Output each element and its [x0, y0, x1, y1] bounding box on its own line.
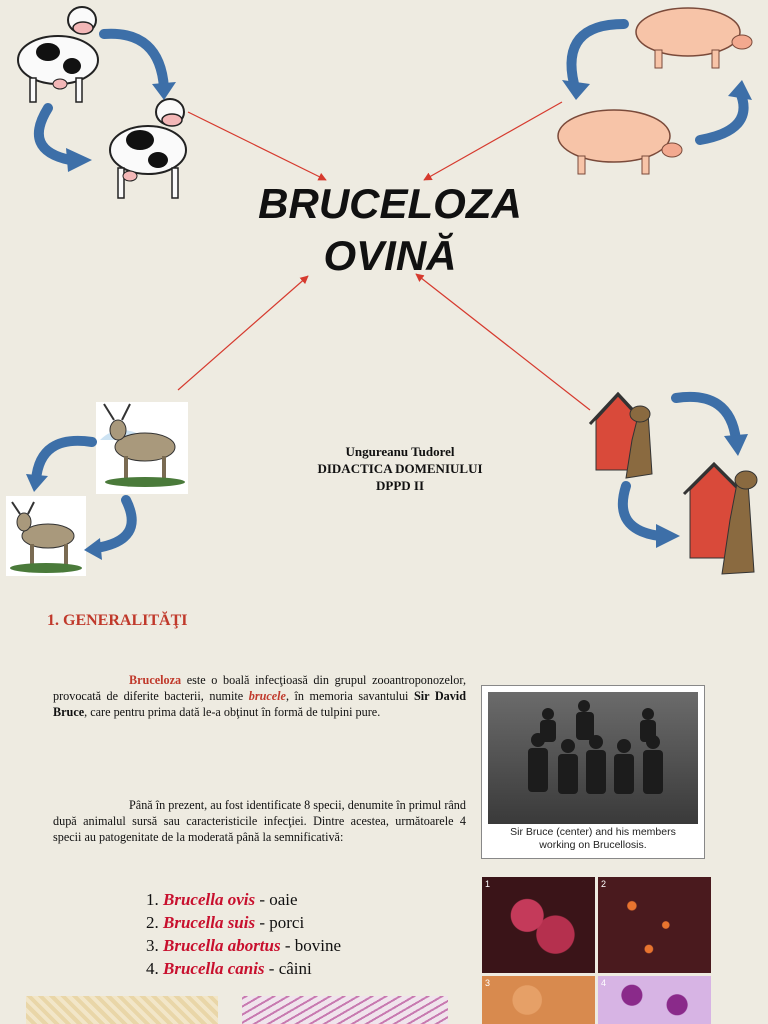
cow-icon	[110, 99, 186, 198]
cycle-arrow-icon	[36, 441, 92, 480]
micro-panel-2: 2	[598, 877, 711, 973]
pig-icon	[636, 8, 752, 68]
section-heading: 1. GENERALITĂŢI	[47, 612, 188, 629]
micro-panel-3: 3	[482, 976, 595, 1024]
species-list	[146, 888, 341, 980]
list-item: 2. Brucella suis - porci	[146, 913, 305, 932]
name-bruce: Sir David Bruce	[53, 689, 466, 719]
micro-panel-4: 4	[598, 976, 711, 1024]
arrow-pig-to-title	[424, 102, 562, 180]
arrow-goat-to-title	[178, 276, 308, 390]
goat-icon	[96, 402, 188, 494]
list-item: 3. Brucella abortus - bovine	[146, 936, 342, 955]
term-bruceloza: Bruceloza	[129, 673, 182, 687]
cycle-arrow-icon	[571, 24, 624, 84]
arrow-dog-to-title	[416, 274, 590, 410]
microscopy-panels	[482, 877, 711, 1024]
cycle-arrow-icon	[700, 92, 744, 140]
cow-icon	[18, 7, 98, 102]
list-item: 4. Brucella canis - câini	[146, 959, 312, 978]
cycle-arrow-icon	[676, 397, 736, 440]
list-item: 1. Brucella ovis - oaie	[146, 890, 298, 909]
cycle-arrow-icon	[623, 486, 660, 536]
people-silhouettes	[488, 692, 698, 824]
term-brucele: brucele	[248, 689, 286, 703]
group-photo-image	[488, 692, 698, 824]
historic-photo	[482, 686, 704, 858]
cycle-arrow-icon	[104, 34, 164, 88]
author-course: DIDACTICA DOMENIULUI	[317, 461, 483, 476]
pig-icon	[558, 110, 682, 174]
paragraph-species: Până în prezent, au fost identificate 8 specii, denumite în primul rând după animalul sursă sau caracteristicile infecţiei. Dintre acestea, următoarele 4 specii au patogenitate de la moderată până la semnificativă:	[53, 798, 466, 844]
dog-house-icon	[590, 394, 652, 478]
smear-image-left	[26, 996, 218, 1024]
dog-house-icon	[684, 464, 757, 574]
author-name: Ungureanu Tudorel	[345, 444, 455, 459]
page-title-line2: OVINĂ	[323, 232, 457, 279]
photo-caption: Sir Bruce (center) and his members working on Brucellosis.	[510, 826, 676, 851]
author-block	[280, 443, 520, 494]
cycle-arrow-icon	[96, 500, 132, 548]
page-title-line1: BRUCELOZA	[258, 180, 522, 227]
author-program: DPPD II	[375, 478, 425, 493]
paragraph-definition: Bruceloza este o boală infecţioasă din grupul zooantroponozelor, provocată de diferite bacterii, numite brucele, în memoria savantului Sir David Bruce, care pentru prima dată le-a obţinut în formă de tulpini pure.	[53, 673, 466, 719]
micro-panel-1: 1	[482, 877, 595, 973]
smear-image-right	[242, 996, 448, 1024]
goat-icon	[6, 496, 86, 576]
cycle-arrow-icon	[39, 108, 70, 160]
arrow-cow-to-title	[188, 112, 326, 180]
